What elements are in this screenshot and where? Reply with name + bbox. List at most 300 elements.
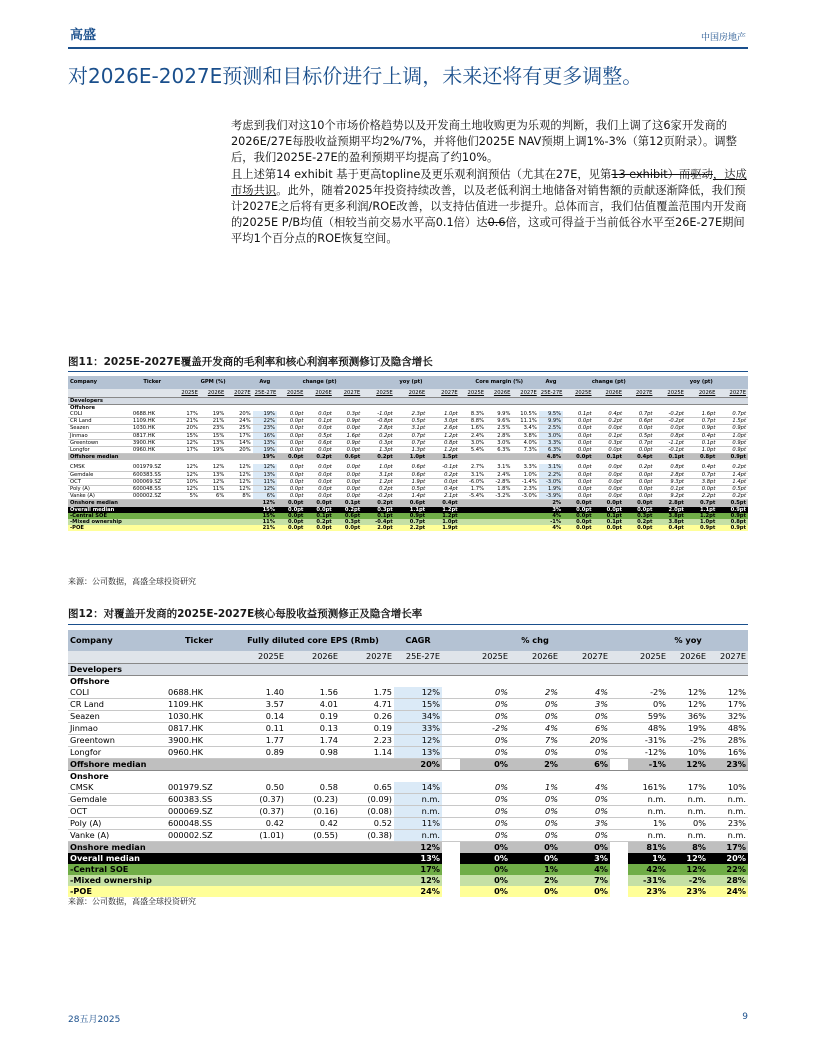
table-cell: 0.2pt: [362, 485, 394, 492]
table-cell: 3900.HK: [166, 734, 232, 746]
table-cell: 1.2pt: [427, 507, 460, 513]
table-cell: [200, 454, 226, 461]
table-cell: 1.0pt: [362, 464, 394, 471]
column-gap: [442, 829, 460, 841]
header-gpm: GPM (%): [174, 376, 253, 389]
table-cell: 0.11: [232, 722, 286, 734]
column-gap: [610, 782, 628, 794]
table-cell: 13%: [394, 746, 442, 758]
table-cell: 23%: [253, 425, 277, 432]
table-cell: 0.8pt: [686, 454, 717, 461]
column-gap: [442, 782, 460, 794]
table-cell: 6%: [200, 493, 226, 500]
table-cell: [232, 841, 286, 853]
table-cell: 0.0pt: [277, 464, 305, 471]
column-gap: [442, 710, 460, 722]
table-cell: 12%: [668, 758, 708, 770]
figure-12-title: 图12：对覆盖开发商的2025E-2027E核心每股收益预测修正及隐含增长率: [68, 608, 423, 620]
table-cell: 9.6%: [486, 418, 512, 425]
table-cell: 0.0pt: [654, 425, 685, 432]
table-cell: 15%: [253, 513, 277, 519]
table-cell: 2.2pt: [395, 525, 427, 531]
table-cell: 0.5pt: [395, 418, 427, 425]
table-row: [68, 439, 748, 446]
table-cell: 0.9pt: [717, 439, 748, 446]
table-row: [68, 425, 748, 432]
table-cell: 0.0pt: [624, 525, 654, 531]
mixed-ownership-row: [68, 875, 748, 886]
table-cell: 3%: [560, 698, 610, 710]
table-cell: -1%: [539, 519, 563, 525]
table-cell: (0.38): [340, 829, 394, 841]
table-cell: [232, 886, 286, 897]
table-cell: 12%: [668, 864, 708, 875]
table-cell: (0.37): [232, 805, 286, 817]
table-cell: [200, 525, 226, 531]
table-cell: 12%: [253, 464, 277, 471]
table-cell: -0.1pt: [654, 446, 685, 453]
overall-median-row: [68, 853, 748, 864]
table-cell: [286, 886, 340, 897]
table-cell: 0.0pt: [277, 471, 305, 478]
table-cell: 0.0pt: [563, 519, 593, 525]
paragraph-part-2e: 倍，这或可得益于当前低谷水平至26E-27E期间平均1个百分点的ROE恢复空间。: [231, 216, 745, 246]
table-cell: 48%: [628, 722, 668, 734]
column-gap: [442, 853, 460, 864]
table-cell: [232, 864, 286, 875]
table-cell: 0%: [560, 710, 610, 722]
year-label: 2025E: [460, 651, 510, 663]
column-gap: [610, 875, 628, 886]
table-cell: [486, 500, 512, 507]
table-cell: Onshore median: [68, 841, 166, 853]
table-cell: 0.0pt: [563, 464, 593, 471]
table-cell: n.m.: [394, 805, 442, 817]
table-cell: 1.2pt: [362, 478, 394, 485]
table-cell: 15%: [174, 432, 200, 439]
header-change: change (pt): [277, 376, 362, 389]
column-gap: [442, 746, 460, 758]
onshore-rows: [68, 782, 748, 842]
year-label: 2025E: [460, 389, 486, 397]
table-cell: 2.5%: [539, 425, 563, 432]
table-cell: Onshore median: [68, 500, 131, 507]
table-cell: n.m.: [668, 793, 708, 805]
table-cell: 1.2pt: [427, 513, 460, 519]
table-cell: 4%: [560, 782, 610, 794]
table-cell: 21%: [174, 418, 200, 425]
table-cell: 1.1pt: [395, 507, 427, 513]
table-cell: 1.0pt: [686, 446, 717, 453]
table-cell: 3%: [539, 507, 563, 513]
column-gap: [610, 864, 628, 875]
table-cell: 0.2pt: [427, 471, 460, 478]
year-label: 25E-27E: [254, 389, 277, 396]
header-core-eps: Fully diluted core EPS (Rmb): [232, 630, 394, 651]
table-cell: 1.6%: [460, 425, 486, 432]
table-cell: -2%: [668, 875, 708, 886]
table-cell: OCT: [68, 478, 131, 485]
table-cell: 0.13: [286, 722, 340, 734]
page-number: 9: [742, 1012, 748, 1022]
table-cell: 6.3%: [539, 446, 563, 453]
column-gap: [442, 886, 460, 897]
table-cell: Jinmao: [68, 432, 131, 439]
table-cell: 34%: [394, 710, 442, 722]
table-cell: 0.9pt: [395, 513, 427, 519]
table-cell: (0.23): [286, 793, 340, 805]
table-cell: 0.0pt: [277, 513, 305, 519]
table-cell: -Mixed ownership: [68, 875, 166, 886]
table-cell: 20%: [560, 734, 610, 746]
table-cell: 0.0pt: [305, 411, 333, 418]
table-cell: -2%: [460, 722, 510, 734]
table-row: [68, 432, 748, 439]
table-cell: 0.0pt: [563, 432, 593, 439]
table-cell: 3.3%: [539, 439, 563, 446]
table-cell: 0%: [460, 805, 510, 817]
column-gap: [610, 793, 628, 805]
table-cell: 0%: [560, 746, 610, 758]
paragraph-strike-1: 13 exhibit）: [611, 167, 680, 181]
brand-name: 高盛: [70, 28, 97, 43]
table-cell: OCT: [68, 805, 166, 817]
table-cell: 17%: [708, 698, 748, 710]
table-cell: 12%: [668, 698, 708, 710]
table-cell: -0.2pt: [654, 411, 685, 418]
table-cell: 1%: [510, 864, 560, 875]
table-cell: 0.50: [232, 782, 286, 794]
table-cell: 7%: [560, 875, 610, 886]
table-cell: CMSK: [68, 464, 131, 471]
table-cell: 0%: [460, 853, 510, 864]
table-cell: 0.0pt: [277, 439, 305, 446]
table-row: [68, 418, 748, 425]
year-spacer: [442, 651, 460, 663]
onshore-median-row: [68, 500, 748, 507]
table-cell: 4%: [560, 864, 610, 875]
table-cell: 0.3pt: [624, 513, 654, 519]
table-cell: 3.8pt: [654, 513, 685, 519]
table-cell: 13%: [200, 471, 226, 478]
offshore-rows: [68, 411, 748, 454]
table-cell: 0.1pt: [594, 432, 624, 439]
table-cell: 2.2pt: [686, 493, 717, 500]
table-cell: [340, 853, 394, 864]
table-cell: 0.0pt: [563, 500, 593, 507]
table-cell: 25%: [226, 425, 252, 432]
year-spacer: [68, 389, 131, 397]
table-cell: 0.0pt: [624, 478, 654, 485]
year-row: [68, 389, 748, 397]
table-cell: 0.8pt: [654, 432, 685, 439]
year-label: 2027E: [512, 389, 538, 397]
table-cell: 0.2pt: [362, 432, 394, 439]
table-cell: 1109.HK: [131, 418, 174, 425]
table-cell: COLI: [68, 411, 131, 418]
table-cell: 0%: [460, 864, 510, 875]
table-cell: 0.6pt: [624, 418, 654, 425]
table-cell: 4.0%: [512, 439, 538, 446]
table-cell: 3.3%: [512, 464, 538, 471]
table-cell: CR Land: [68, 698, 166, 710]
table-cell: -1%: [628, 758, 668, 770]
table-cell: 0.2pt: [362, 454, 394, 461]
offshore-median-row: [68, 758, 748, 770]
column-gap: [610, 817, 628, 829]
table-cell: 0.0pt: [624, 493, 654, 500]
table-row: [68, 478, 748, 485]
table-cell: 1.74: [286, 734, 340, 746]
table-cell: -3.0%: [512, 493, 538, 500]
table-cell: 0.0pt: [563, 454, 593, 461]
year-label: 2027E: [340, 651, 394, 663]
table-cell: 12%: [174, 439, 200, 446]
table-cell: 0%: [560, 886, 610, 897]
table-cell: 0.3pt: [594, 439, 624, 446]
table-cell: 0.9pt: [717, 525, 748, 531]
table-row: [68, 793, 748, 805]
table-cell: 42%: [628, 864, 668, 875]
poe-row: [68, 525, 748, 531]
figure-11-rule: [68, 371, 748, 372]
table-cell: 0%: [560, 829, 610, 841]
table-cell: 1.6pt: [686, 411, 717, 418]
table-cell: 0.2pt: [717, 493, 748, 500]
column-gap: [610, 710, 628, 722]
table-cell: 0.7pt: [624, 411, 654, 418]
table-cell: 10%: [668, 746, 708, 758]
table-cell: 0.42: [232, 817, 286, 829]
table-cell: 11%: [253, 519, 277, 525]
table-cell: 0.0pt: [334, 425, 362, 432]
table-cell: 28%: [708, 875, 748, 886]
table-cell: 0.0pt: [277, 478, 305, 485]
header-pct-yoy: % yoy: [628, 630, 748, 651]
table-cell: 0.1pt: [654, 485, 685, 492]
table-cell: 0.5pt: [717, 500, 748, 507]
table-cell: 0%: [460, 841, 510, 853]
year-label: 2027E: [708, 651, 748, 663]
table-cell: 24%: [708, 886, 748, 897]
table-cell: Offshore median: [68, 758, 166, 770]
table-cell: 0.6pt: [334, 513, 362, 519]
table-cell: -POE: [68, 525, 131, 531]
table-cell: 0%: [510, 817, 560, 829]
year-label: 2026E: [686, 389, 717, 397]
table-cell: 8.8%: [460, 418, 486, 425]
year-label: 2025E: [174, 389, 200, 397]
table-cell: 12%: [200, 478, 226, 485]
table-cell: 0.0pt: [563, 493, 593, 500]
table-cell: [174, 454, 200, 461]
table-cell: -1.4%: [512, 478, 538, 485]
table-cell: 9.9%: [486, 411, 512, 418]
column-gap: [442, 875, 460, 886]
header-ticker: Ticker: [166, 630, 232, 651]
column-gap: [610, 722, 628, 734]
table-cell: 0.0pt: [277, 432, 305, 439]
table-cell: 7%: [510, 734, 560, 746]
table-cell: n.m.: [394, 829, 442, 841]
table-cell: 0.0pt: [624, 507, 654, 513]
table-cell: Longfor: [68, 446, 131, 453]
table-cell: 22%: [253, 418, 277, 425]
table-cell: 0.1pt: [686, 439, 717, 446]
table-cell: [486, 454, 512, 461]
table-cell: 12%: [253, 485, 277, 492]
table-cell: 0.26: [340, 710, 394, 722]
table-cell: -0.8pt: [362, 418, 394, 425]
year-label: 2026E: [668, 651, 708, 663]
table-cell: [512, 454, 538, 461]
year-label: 2027E: [226, 389, 252, 397]
table-cell: [460, 525, 486, 531]
table-cell: 0.2pt: [624, 519, 654, 525]
table-row: [68, 782, 748, 794]
table-cell: 3.8%: [512, 432, 538, 439]
table-cell: 0.0pt: [563, 507, 593, 513]
table-cell: 15%: [200, 432, 226, 439]
column-gap: [610, 687, 628, 699]
table-cell: -31%: [628, 734, 668, 746]
table-cell: 20%: [226, 411, 252, 418]
table-cell: 1.3pt: [395, 446, 427, 453]
header-pct-chg: % chg: [460, 630, 610, 651]
year-label: 2027E: [334, 389, 362, 397]
table-cell: 0.0pt: [305, 446, 333, 453]
table-cell: [340, 758, 394, 770]
table-cell: 0%: [560, 841, 610, 853]
table-cell: 0.7pt: [395, 519, 427, 525]
table-cell: 0.2pt: [305, 519, 333, 525]
table-cell: 0.0pt: [277, 485, 305, 492]
column-gap: [442, 722, 460, 734]
table-cell: 0.2pt: [362, 500, 394, 507]
table-cell: 0%: [510, 829, 560, 841]
table-cell: 1.2pt: [686, 513, 717, 519]
table-cell: 0.0pt: [686, 485, 717, 492]
column-gap: [610, 734, 628, 746]
table-cell: 161%: [628, 782, 668, 794]
table-cell: 1030.HK: [166, 710, 232, 722]
table-cell: n.m.: [708, 805, 748, 817]
table-cell: [286, 864, 340, 875]
table-cell: 3.0%: [460, 439, 486, 446]
table-cell: 3.0pt: [427, 418, 460, 425]
table-cell: 2.8pt: [654, 471, 685, 478]
table-cell: -0.2pt: [362, 493, 394, 500]
table-cell: 0.1pt: [594, 454, 624, 461]
section-name: 中国房地产: [700, 33, 746, 43]
table-cell: [286, 875, 340, 886]
table-cell: 0960.HK: [166, 746, 232, 758]
table-cell: 17%: [394, 864, 442, 875]
figure-12-source: 来源：公司数据，高盛全球投资研究: [68, 897, 196, 906]
table-cell: 1.0pt: [717, 432, 748, 439]
table-cell: 0.0pt: [277, 507, 305, 513]
table-cell: 1.5pt: [427, 454, 460, 461]
year-label: 2026E: [486, 389, 512, 397]
table-cell: 12%: [708, 687, 748, 699]
table-cell: 0.0pt: [594, 471, 624, 478]
table-cell: Vanke (A): [68, 493, 131, 500]
table-cell: -3.9%: [539, 493, 563, 500]
table-cell: n.m.: [708, 829, 748, 841]
column-gap: [610, 829, 628, 841]
table-cell: 0.0pt: [624, 500, 654, 507]
table-cell: 20%: [708, 853, 748, 864]
table-cell: 16%: [253, 432, 277, 439]
table-cell: 0.0pt: [334, 525, 362, 531]
table-cell: 0.0pt: [334, 464, 362, 471]
paragraph-part-1: 考虑到我们对这10个市场价格趋势以及开发商土地收购更为乐观的判断，我们上调了这6家开发商的2026E/27E每股收益预期平均2%/7%，并将他们2025E NAV预期上调1%-3%（第12页附录）。调整后，我们2025E-27E的盈利预期平均提高了约10%。: [231, 119, 737, 165]
table-cell: 000069.SZ: [131, 478, 174, 485]
table-cell: 17%: [174, 446, 200, 453]
table-cell: 0.9pt: [686, 425, 717, 432]
table-cell: [131, 500, 174, 507]
table-cell: Offshore median: [68, 454, 131, 461]
table-cell: 0.2pt: [334, 507, 362, 513]
table-cell: 0.1pt: [305, 418, 333, 425]
table-cell: 0.0pt: [334, 478, 362, 485]
year-label: 2026E: [510, 651, 560, 663]
table-cell: [166, 875, 232, 886]
table-cell: 0688.HK: [131, 411, 174, 418]
table-cell: 2.8%: [486, 432, 512, 439]
table-cell: 23%: [668, 886, 708, 897]
table-cell: 0.0pt: [334, 471, 362, 478]
table-cell: -0.1pt: [427, 464, 460, 471]
table-cell: CMSK: [68, 782, 166, 794]
table-cell: -POE: [68, 886, 166, 897]
table-cell: 0.0pt: [563, 478, 593, 485]
table-cell: 0%: [510, 886, 560, 897]
table-cell: 2%: [510, 758, 560, 770]
table-cell: 0%: [510, 853, 560, 864]
table-cell: 2.2%: [539, 471, 563, 478]
table-cell: (0.55): [286, 829, 340, 841]
table-cell: 2.1pt: [427, 493, 460, 500]
table-cell: 0.0pt: [594, 493, 624, 500]
footer-date: 28五月2025: [68, 1015, 121, 1025]
table-cell: 1.4pt: [717, 471, 748, 478]
table-cell: [340, 864, 394, 875]
table-cell: 3.0%: [539, 432, 563, 439]
table-cell: 0.0pt: [305, 507, 333, 513]
table-cell: 1.0pt: [395, 454, 427, 461]
year-label: 2025E: [654, 389, 685, 397]
table-cell: 0%: [460, 734, 510, 746]
table-cell: 1.9pt: [427, 525, 460, 531]
table-cell: 3.57: [232, 698, 286, 710]
header-change-2: change (pt): [563, 376, 654, 389]
year-label: 2026E: [594, 389, 624, 397]
table-cell: 0.0pt: [305, 485, 333, 492]
table-row: [68, 746, 748, 758]
year-label: 2027E: [717, 389, 748, 397]
table-cell: 0%: [460, 710, 510, 722]
table-cell: 0.0pt: [305, 525, 333, 531]
table-cell: 12%: [394, 734, 442, 746]
table-cell: 2.5%: [486, 425, 512, 432]
year-label: 2027E: [560, 651, 610, 663]
figure-11-source: 来源：公司数据，高盛全球投资研究: [68, 577, 196, 586]
table-cell: 0.4pt: [427, 485, 460, 492]
table-cell: 0.2pt: [624, 464, 654, 471]
table-cell: 0.0pt: [305, 493, 333, 500]
table-cell: 1%: [628, 853, 668, 864]
